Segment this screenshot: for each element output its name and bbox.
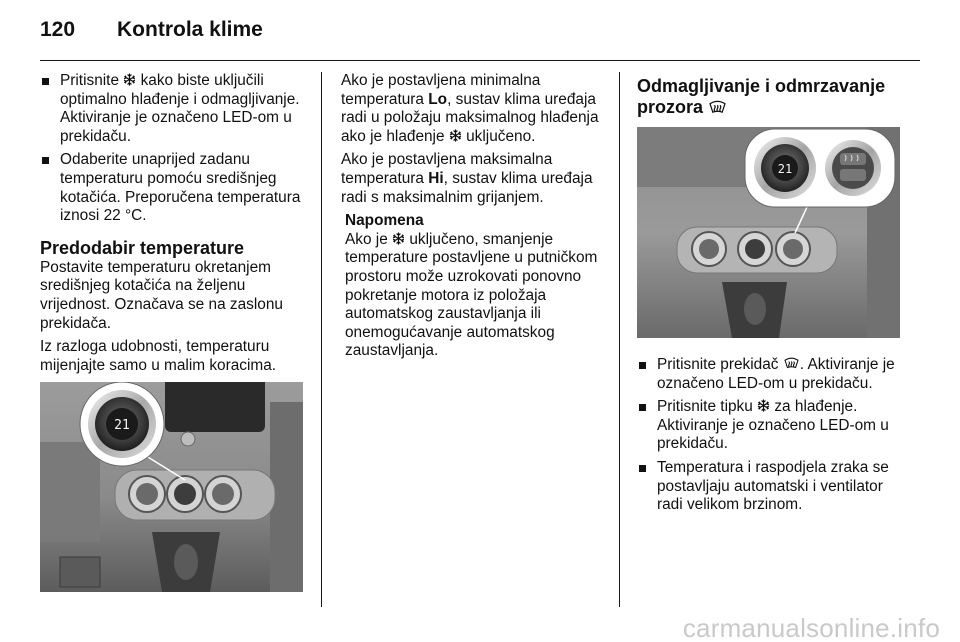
defrost-controls-figure [637, 127, 900, 338]
column-divider [321, 72, 322, 607]
knob-display: 21 [114, 418, 130, 433]
temperature-knob-figure [40, 382, 303, 592]
paragraph: Iz razloga udobnosti, temperaturu mijenjajte samo u malim koracima. [40, 338, 277, 374]
note-title: Napomena [345, 212, 424, 230]
section-heading: Predodabir temperature [40, 237, 245, 258]
section-heading: Odmagljivanje i odmrzavanje prozora [637, 76, 886, 117]
snowflake-icon [449, 129, 462, 142]
note-text: Ako je uključeno, smanjenje temperature postavljene u putničkom prostoru može uzrokovati ponovno pokretanje motora iz položaja automatskog zaustavljanja ili onemogućavanje automatskog zaustavljanja. [345, 230, 598, 360]
header-divider [40, 60, 920, 61]
column-middle [341, 72, 611, 361]
column-left [40, 72, 308, 380]
snowflake-icon [123, 73, 136, 86]
column-divider [619, 72, 620, 607]
list-item: Odaberite unaprijed zadanu temperaturu pomoću središnjeg kotačića. Preporučena temperatura iznosi 22 °C. [40, 151, 308, 225]
note-block [341, 212, 611, 361]
paragraph: Ako je postavljena minimalna temperatura Lo, sustav klima uređaja radi u položaju maksimalnog hlađenja ako je hlađenje uključeno. [341, 72, 599, 145]
page-header [0, 0, 960, 62]
knob-display: 21 [777, 162, 793, 176]
watermark: carmanualsonline.info [682, 613, 940, 642]
list-item: Pritisnite kako biste uključili optimalno hlađenje i odmagljivanje. Aktiviranje je označeno LED-om u prekidaču. [40, 72, 308, 146]
chapter-title: Kontrola klime [117, 18, 263, 41]
list-item: Temperatura i raspodjela zraka se postavljaju automatski i ventilator radi velikom brzinom. [637, 459, 905, 515]
bullet-marker [42, 78, 49, 85]
list-item: Pritisnite tipku za hlađenje. Aktiviranje je označeno LED-om u prekidaču. [637, 398, 905, 454]
paragraph: Ako je postavljena maksimalna temperatura Hi, sustav klima uređaja radi s maksimalnim grijanjem. [341, 151, 593, 206]
bullet-marker [639, 465, 646, 472]
windscreen-defrost-icon [783, 357, 800, 370]
bullet-marker [639, 362, 646, 369]
paragraph: Postavite temperaturu okretanjem središnjeg kotačića na željenu vrijednost. Označava se na zaslonu prekidača. [40, 258, 283, 332]
bullet-marker [42, 157, 49, 164]
page-number: 120 [40, 18, 76, 41]
list-item: Pritisnite prekidač . Aktiviranje je označeno LED-om u prekidaču. [637, 356, 905, 393]
snowflake-icon [392, 232, 405, 245]
snowflake-icon [757, 399, 770, 412]
bullet-marker [639, 404, 646, 411]
windscreen-defrost-icon [708, 100, 727, 115]
